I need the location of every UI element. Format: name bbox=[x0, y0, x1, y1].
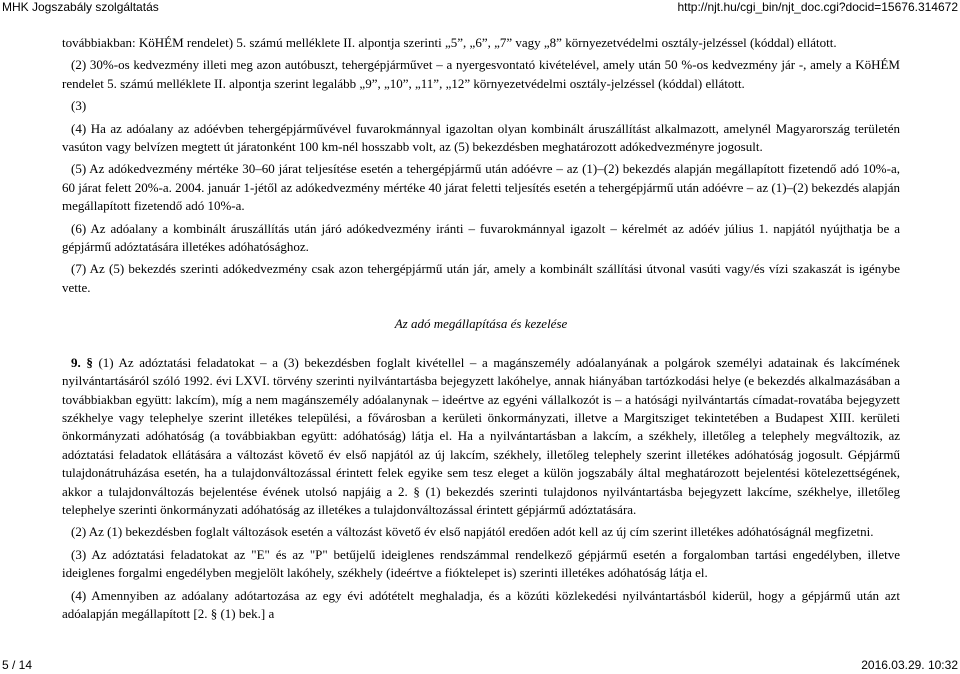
print-timestamp: 2016.03.29. 10:32 bbox=[861, 658, 958, 672]
section-9-paragraph-2: (2) Az (1) bekezdésben foglalt változások esetén a változást követő év első napjától eredően adót kell az új cím szerint illetékes adóhatóságnál megfizetni. bbox=[71, 524, 874, 540]
paragraph-continuation: továbbiakban: KöHÉM rendelet) 5. számú melléklete II. alpontja szerinti „5”, „6”, „7” vagy „8” környezetvédelmi osztály-jelzéssel (kóddal) ellátott. bbox=[62, 35, 837, 50]
section-9-paragraph-4: (4) Amennyiben az adóalany adótartozása az egy évi adótételt meghaladja, és a közúti közlekedési nyilvántartásból kiderül, hogy a gépjármű után azt adóalapján megállapított [2. § (1) bek.] a bbox=[62, 587, 900, 621]
site-title: MHK Jogszabály szolgáltatás bbox=[2, 0, 159, 14]
document-body bbox=[62, 34, 900, 627]
paragraph-4: (4) Ha az adóalany az adóévben tehergépjárművével fuvarokmánnyal igazoltan olyan kombinált áruszállítást alkalmazott, amelynél Magyarország területén vasúton vagy belvízen megtett út járatonként 100 km-nél hosszabb volt, az (5) bekezdésben meghatározott adókedvezményre jogosult. bbox=[62, 120, 900, 155]
paragraph-6: (6) Az adóalany a kombinált áruszállítás után járó adókedvezmény iránti – fuvarokmánnyal igazolt – kérelmét az adóév július 1. napjától nyújthatja be a gépjármű adóztatására illetékes adóhatósághoz. bbox=[62, 220, 900, 255]
paragraph-2: (2) 30%-os kedvezmény illeti meg azon autóbuszt, tehergépjárművet – a nyergesvontató kivételével, amely után 50 %-os kedvezmény jár -, amely a KöHÉM rendelet 5. számú melléklete II. alpontja szerint legalább „9”, „10”, „11”, „12” környezetvédelmi osztály-jelzéssel (kóddal) ellátott. bbox=[62, 57, 900, 91]
paragraph-5: (5) Az adókedvezmény mértéke 30–60 járat teljesítése esetén a tehergépjármű után adóévre – az (1)–(2) bekezdés alapján megállapított fizetendő adó 10%-a, 60 járat felett 20%-a. 2004. január 1-jétől az adókedvezmény mértéke 40 járat feletti teljesítés esetén a tehergépjármű után adóévre – az (1)–(2) bekezdés alapján megállapított fizetendő adó 10%-a. bbox=[62, 161, 900, 214]
section-9-paragraph-1 bbox=[62, 354, 900, 520]
paragraph-7: (7) Az (5) bekezdés szerinti adókedvezmény csak azon tehergépjármű után jár, amely a kombinált szállítási útvonal vasúti vagy/és vízi szakaszát is igénybe vette. bbox=[62, 261, 900, 295]
section-title: Az adó megállapítása és kezelése bbox=[394, 316, 568, 332]
section-number: 9. § bbox=[71, 354, 93, 370]
document-url: http://njt.hu/cgi_bin/njt_doc.cgi?docid=15676.314672 bbox=[677, 0, 958, 14]
section-9-paragraph-3: (3) Az adóztatási feladatokat az "E" és az "P" betűjelű ideiglenes rendszámmal rendelkező gépjármű esetén a forgalomban tartási engedélyben, illetve ideiglenes forgalmi engedélyben megjelölt lakóhely, székhely (ideértve a fióktelepet is) szerinti illetékes adóhatóság látja el. bbox=[62, 546, 900, 581]
paragraph-3: (3) bbox=[71, 98, 87, 114]
section-9-paragraph-1-text: (1) Az adóztatási feladatokat – a (3) bekezdésben foglalt kivétellel – a magánszemély adóalanyának a polgárok személyi adatainak és lakcímének nyilvántartásáról szóló 1992. évi LXVI. törvény szerinti nyilvántartásba bejegyzett lakóhelye, annak hiányában tartózkodási helye (e bekezdés alkalmazásában a továbbiakban együtt: lakcím), míg a nem magánszemély adóalanynak – ideértve az egyéni vállalkozót is – a hatósági nyilvántartás címadat-rovatába bejegyzett székhelye vagy telephelye szerint illetékes települési, a fővárosban a kerületi önkormányzati, illetve a Margitsziget tekintetében a Budapest XIII. kerületi önkormányzati adóhatóság (a továbbiakban együtt: adóhatóság) látja el. Ha a nyilvántartásban a lakcím, a székhely, illetőleg a telephely megváltozik, az adóztatási feladatok ellátására a változást követő év első napjától az új lakcím, székhely, illetőleg telephely szerint illetékes adóhatóság jogosult. Gépjármű tulajdonátruházása esetén, ha a tulajdonváltozással érintett felek egyike sem tesz eleget a külön jogszabály által meghatározott bejelentési kötelezettségének, akkor a tulajdonváltozás bejelentése évének utolsó napjáig a 2. § (1) bekezdés szerinti tulajdonos nyilvántartásba bejegyzett lakcíme, székhelye, illetőleg telephelye szerinti önkormányzati adóhatóság az illetékes a tulajdonváltozással érintett gépjármű adóztatására. bbox=[62, 354, 901, 517]
page-number: 5 / 14 bbox=[2, 658, 33, 672]
